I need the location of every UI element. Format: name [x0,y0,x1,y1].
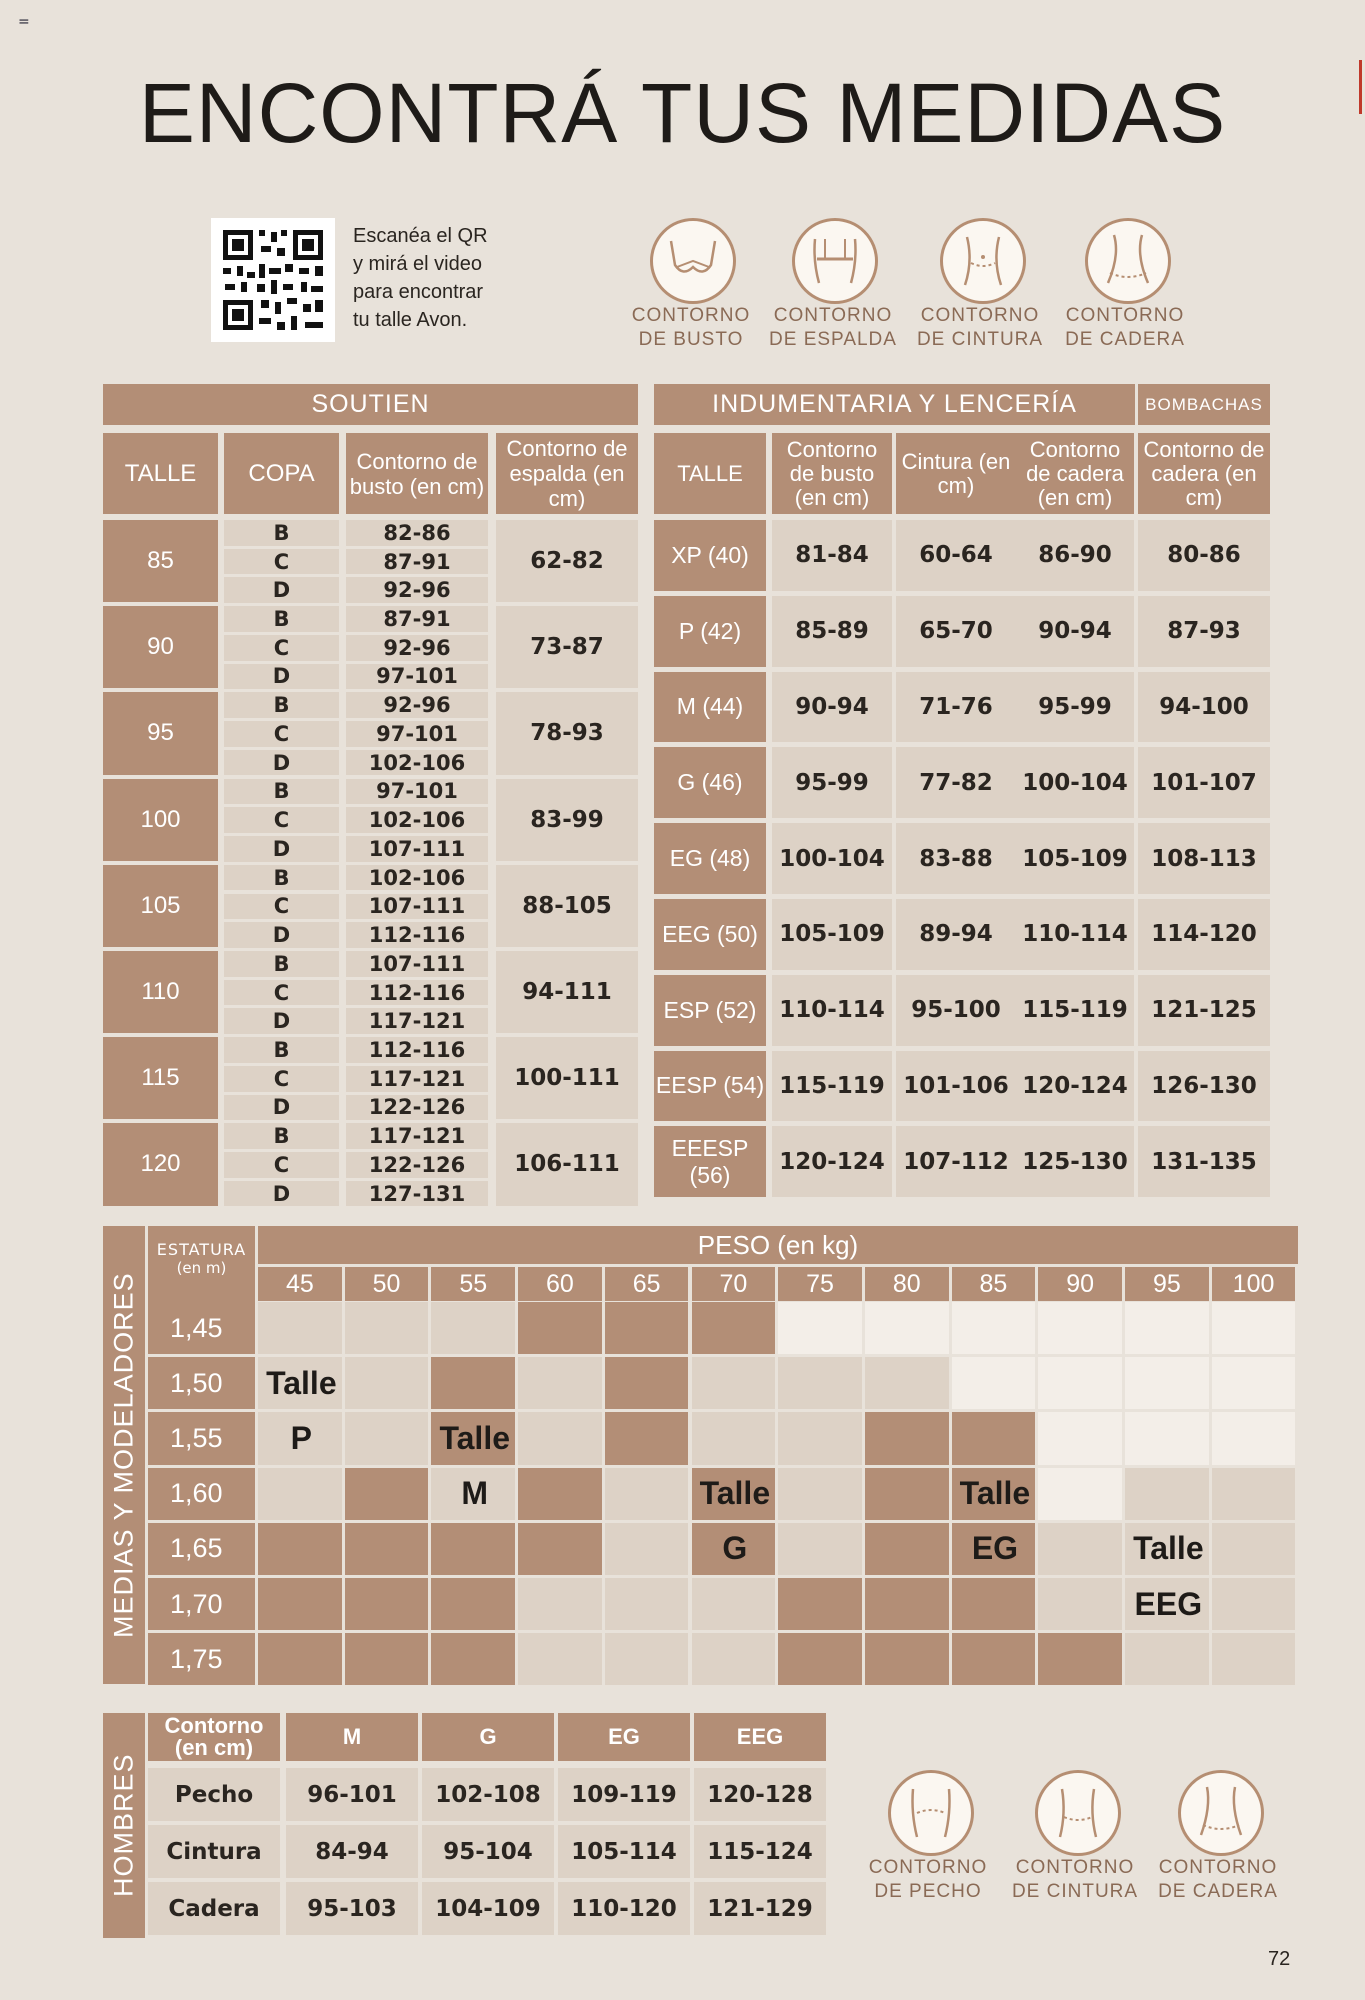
size-label: P [290,1419,313,1456]
soutien-title: SOUTIEN [103,384,638,425]
size-label: Talle [266,1364,337,1401]
soutien-copa: D [224,922,339,948]
soutien-busto: 102-106 [346,807,488,833]
weight-cell [865,1412,949,1464]
weight-label: 80 [865,1267,949,1301]
indumentaria-talle: XP (40) [654,520,766,591]
weight-cell [692,1357,776,1409]
weight-cell [605,1523,689,1575]
soutien-espalda: 73-87 [496,606,638,688]
soutien-copa: D [224,836,339,862]
height-label: 1,60 [148,1468,255,1520]
hombres-value: 95-104 [422,1825,554,1878]
weight-cell [778,1302,862,1354]
chest-icon-label: CONTORNO DE PECHO [868,1857,988,1902]
hombres-side-label: HOMBRES [103,1713,145,1938]
weight-cell [345,1412,429,1464]
soutien-espalda: 88-105 [496,865,638,947]
height-label: 1,65 [148,1523,255,1575]
hombres-value: 95-103 [286,1882,418,1935]
weight-label: 70 [692,1267,776,1301]
soutien-header-copa: COPA [224,433,339,514]
hombres-value: 109-119 [558,1768,690,1821]
indumentaria-value: 120-124 [1016,1051,1134,1122]
soutien-copa: D [224,1008,339,1034]
qr-line: tu talle Avon. [353,309,468,331]
indumentaria-value: 94-100 [1138,672,1270,743]
height-label: 1,70 [148,1578,255,1630]
size-label: Talle [1133,1530,1204,1567]
soutien-espalda: 106-111 [496,1123,638,1205]
soutien-copa: B [224,520,339,546]
soutien-busto: 102-106 [346,865,488,891]
estatura-label: ESTATURA [156,1240,247,1259]
soutien-busto: 107-111 [346,951,488,977]
weight-cell [1212,1302,1296,1354]
qr-line: para encontrar [353,281,484,303]
indumentaria-value: 86-90 [1016,520,1134,591]
soutien-busto: 92-96 [346,577,488,603]
soutien-copa: B [224,1123,339,1149]
soutien-busto: 112-116 [346,922,488,948]
weight-cell [692,1578,776,1630]
indumentaria-value: 101-106 [896,1051,1016,1122]
soutien-talle: 120 [103,1123,218,1205]
hombres-header: G [422,1713,554,1761]
weight-cell [605,1302,689,1354]
soutien-busto: 117-121 [346,1123,488,1149]
soutien-talle: 95 [103,692,218,774]
weight-cell [952,1578,1036,1630]
weight-cell [431,1578,515,1630]
indumentaria-value: 125-130 [1016,1126,1134,1197]
indumentaria-value: 107-112 [896,1126,1016,1197]
indumentaria-value: 108-113 [1138,823,1270,894]
soutien-busto: 117-121 [346,1066,488,1092]
weight-cell [345,1468,429,1520]
indumentaria-talle: EEG (50) [654,899,766,970]
soutien-copa: C [224,1152,339,1178]
hombres-value: 110-120 [558,1882,690,1935]
soutien-busto: 117-121 [346,1008,488,1034]
soutien-talle: 85 [103,520,218,602]
weight-cell [605,1468,689,1520]
back-icon [792,218,878,304]
soutien-espalda: 83-99 [496,779,638,861]
height-label: 1,75 [148,1633,255,1685]
hombres-value: 121-129 [694,1882,826,1935]
weight-cell [952,1633,1036,1685]
soutien-talle: 100 [103,779,218,861]
soutien-talle: 105 [103,865,218,947]
soutien-copa: B [224,951,339,977]
hombres-value: 105-114 [558,1825,690,1878]
weight-label: 100 [1212,1267,1296,1301]
soutien-talle: 110 [103,951,218,1033]
indumentaria-value: 115-119 [772,1051,892,1122]
weight-cell [345,1523,429,1575]
medias-side-label: MEDIAS Y MODELADORES [103,1226,145,1684]
soutien-copa: C [224,894,339,920]
indumentaria-value: 83-88 [896,823,1016,894]
hombres-measure: Cintura [148,1825,280,1878]
soutien-copa: D [224,577,339,603]
indumentaria-talle: EEESP (56) [654,1126,766,1197]
weight-cell [1038,1633,1122,1685]
indumentaria-talle: EG (48) [654,823,766,894]
weight-label: 95 [1125,1267,1209,1301]
qr-line: y mirá el video [353,253,482,275]
indumentaria-value: 105-109 [772,899,892,970]
indumentaria-talle: P (42) [654,596,766,667]
weight-cell [952,1357,1036,1409]
weight-cell [431,1357,515,1409]
weight-cell [518,1578,602,1630]
soutien-busto: 107-111 [346,836,488,862]
weight-cell [431,1633,515,1685]
weight-cell [778,1633,862,1685]
soutien-copa: C [224,807,339,833]
indumentaria-value: 60-64 [896,520,1016,591]
soutien-busto: 107-111 [346,894,488,920]
soutien-copa: C [224,721,339,747]
indumentaria-value: 131-135 [1138,1126,1270,1197]
hombres-measure: Pecho [148,1768,280,1821]
hip-icon [1085,218,1171,304]
hombres-value: 102-108 [422,1768,554,1821]
qr-instructions [353,222,523,334]
indumentaria-title: INDUMENTARIA Y LENCERÍA [654,384,1135,425]
soutien-copa: B [224,865,339,891]
weight-cell [518,1412,602,1464]
hombres-measure: Cadera [148,1882,280,1935]
soutien-busto: 97-101 [346,721,488,747]
hombres-header: Contorno (en cm) [148,1713,280,1761]
size-label: Talle [699,1475,771,1512]
weight-cell [1212,1523,1296,1575]
weight-cell [1038,1412,1122,1464]
soutien-espalda: 100-111 [496,1037,638,1119]
weight-cell [258,1302,342,1354]
weight-cell [1038,1302,1122,1354]
indumentaria-value: 105-109 [1016,823,1134,894]
estatura-header [148,1226,255,1302]
indumentaria-value: 126-130 [1138,1051,1270,1122]
hombres-value: 115-124 [694,1825,826,1878]
weight-cell [605,1578,689,1630]
weight-cell [258,1633,342,1685]
soutien-espalda: 78-93 [496,692,638,774]
men-waist-icon-label: CONTORNO DE CINTURA [1011,1857,1139,1902]
weight-cell [1038,1578,1122,1630]
indumentaria-value: 110-114 [1016,899,1134,970]
soutien-talle: 90 [103,606,218,688]
soutien-copa: D [224,1095,339,1121]
indumentaria-value: 90-94 [772,672,892,743]
soutien-copa: D [224,1181,339,1207]
hombres-header: M [286,1713,418,1761]
weight-cell [1038,1523,1122,1575]
soutien-busto: 82-86 [346,520,488,546]
qr-code[interactable] [211,218,335,342]
weight-cell [865,1523,949,1575]
qr-line: Escanéa el QR [353,225,488,247]
soutien-busto: 92-96 [346,635,488,661]
indumentaria-value: 87-93 [1138,596,1270,667]
weight-cell [692,1412,776,1464]
soutien-busto: 87-91 [346,549,488,575]
height-label: 1,45 [148,1302,255,1354]
indumentaria-talle: G (46) [654,747,766,818]
indumentaria-value: 95-100 [896,975,1016,1046]
soutien-talle: 115 [103,1037,218,1119]
weight-cell [1212,1468,1296,1520]
weight-cell [952,1412,1036,1464]
weight-cell [518,1468,602,1520]
weight-label: 50 [345,1267,429,1301]
indumentaria-value: 110-114 [772,975,892,1046]
indumentaria-value: 121-125 [1138,975,1270,1046]
soutien-copa: D [224,664,339,690]
indumentaria-value: 89-94 [896,899,1016,970]
weight-label: 55 [431,1267,515,1301]
peso-header: PESO (en kg) [258,1226,1298,1264]
weight-cell [1125,1468,1209,1520]
indumentaria-value: 100-104 [1016,747,1134,818]
weight-label: 65 [605,1267,689,1301]
soutien-copa: B [224,606,339,632]
size-label: EG [971,1530,1019,1567]
height-label: 1,50 [148,1357,255,1409]
soutien-copa: B [224,692,339,718]
indumentaria-header: Contorno de busto (en cm) [772,433,892,514]
weight-cell [518,1357,602,1409]
weight-cell [345,1302,429,1354]
weight-cell [345,1633,429,1685]
bombachas-title: BOMBACHAS [1138,384,1270,425]
size-label: M [461,1475,489,1512]
weight-cell [692,1633,776,1685]
indumentaria-value: 80-86 [1138,520,1270,591]
corner-marker: = [18,14,30,30]
waist-icon-label: CONTORNO DE CINTURA [916,305,1044,350]
hombres-value: 120-128 [694,1768,826,1821]
indumentaria-talle: ESP (52) [654,975,766,1046]
hip-icon-label: CONTORNO DE CADERA [1065,305,1185,350]
indumentaria-value: 85-89 [772,596,892,667]
size-label: EEG [1134,1585,1203,1622]
weight-cell [1212,1357,1296,1409]
weight-cell [1212,1633,1296,1685]
soutien-copa: C [224,635,339,661]
indumentaria-talle: EESP (54) [654,1051,766,1122]
soutien-busto: 87-91 [346,606,488,632]
back-icon-label: CONTORNO DE ESPALDA [769,305,897,350]
size-label: G [722,1530,748,1567]
weight-label: 45 [258,1267,342,1301]
bust-icon-label: CONTORNO DE BUSTO [631,305,751,350]
weight-cell [258,1578,342,1630]
weight-cell [865,1578,949,1630]
weight-cell [865,1302,949,1354]
weight-cell [258,1523,342,1575]
soutien-copa: C [224,549,339,575]
weight-cell [518,1302,602,1354]
weight-cell [1125,1302,1209,1354]
weight-cell [778,1578,862,1630]
weight-cell [778,1523,862,1575]
waist-icon [940,218,1026,304]
indumentaria-value: 101-107 [1138,747,1270,818]
weight-label: 75 [778,1267,862,1301]
weight-cell [692,1302,776,1354]
indumentaria-value: 81-84 [772,520,892,591]
weight-cell [345,1357,429,1409]
estatura-unit: (en m) [176,1259,227,1277]
weight-cell [518,1633,602,1685]
hombres-header: EEG [694,1713,826,1761]
size-label: Talle [959,1475,1031,1512]
men-hip-icon-label: CONTORNO DE CADERA [1158,1857,1278,1902]
soutien-copa: C [224,980,339,1006]
soutien-header-espalda: Contorno de espalda (en cm) [496,433,638,514]
indumentaria-value: 90-94 [1016,596,1134,667]
hombres-header: EG [558,1713,690,1761]
men-hip-icon [1178,1770,1264,1856]
weight-cell [1125,1412,1209,1464]
hombres-value: 96-101 [286,1768,418,1821]
soutien-copa: B [224,1037,339,1063]
indumentaria-header: Contorno de cadera (en cm) [1138,433,1270,514]
weight-label: 90 [1038,1267,1122,1301]
weight-cell [1125,1357,1209,1409]
soutien-espalda: 94-111 [496,951,638,1033]
soutien-busto: 127-131 [346,1181,488,1207]
weight-cell [518,1523,602,1575]
indumentaria-header: Cintura (en cm) [896,433,1016,514]
weight-cell [431,1523,515,1575]
page-number: 72 [1268,1948,1291,1970]
weight-cell [865,1468,949,1520]
soutien-busto: 97-101 [346,664,488,690]
weight-cell [778,1357,862,1409]
soutien-copa: B [224,779,339,805]
weight-cell [952,1302,1036,1354]
men-waist-icon [1035,1770,1121,1856]
hombres-value: 104-109 [422,1882,554,1935]
weight-cell [605,1412,689,1464]
height-label: 1,55 [148,1412,255,1464]
weight-cell [1212,1412,1296,1464]
weight-cell [778,1412,862,1464]
soutien-busto: 92-96 [346,692,488,718]
weight-cell [345,1578,429,1630]
indumentaria-value: 95-99 [772,747,892,818]
weight-cell [1125,1633,1209,1685]
weight-cell [258,1468,342,1520]
indumentaria-header: Contorno de cadera (en cm) [1016,433,1134,514]
weight-label: 60 [518,1267,602,1301]
weight-cell [865,1357,949,1409]
soutien-busto: 112-116 [346,980,488,1006]
indumentaria-talle: M (44) [654,672,766,743]
indumentaria-value: 114-120 [1138,899,1270,970]
size-label: Talle [439,1419,510,1456]
soutien-header-talle: TALLE [103,433,218,514]
soutien-espalda: 62-82 [496,520,638,602]
weight-cell [605,1357,689,1409]
soutien-busto: 122-126 [346,1152,488,1178]
soutien-busto: 102-106 [346,750,488,776]
indumentaria-header: TALLE [654,433,766,514]
indumentaria-value: 120-124 [772,1126,892,1197]
chest-icon [888,1770,974,1856]
soutien-copa: D [224,750,339,776]
weight-cell [1212,1578,1296,1630]
indumentaria-value: 65-70 [896,596,1016,667]
indumentaria-value: 77-82 [896,747,1016,818]
weight-label: 85 [952,1267,1036,1301]
weight-cell [778,1468,862,1520]
indumentaria-value: 71-76 [896,672,1016,743]
soutien-copa: C [224,1066,339,1092]
soutien-header-busto: Contorno de busto (en cm) [346,433,488,514]
page-title: ENCONTRÁ TUS MEDIDAS [138,66,1227,160]
bust-icon [650,218,736,304]
soutien-busto: 122-126 [346,1095,488,1121]
soutien-busto: 97-101 [346,779,488,805]
weight-cell [1038,1468,1122,1520]
indumentaria-value: 115-119 [1016,975,1134,1046]
indumentaria-value: 100-104 [772,823,892,894]
weight-cell [1038,1357,1122,1409]
hombres-value: 84-94 [286,1825,418,1878]
indumentaria-value: 95-99 [1016,672,1134,743]
soutien-busto: 112-116 [346,1037,488,1063]
weight-cell [431,1302,515,1354]
weight-cell [605,1633,689,1685]
weight-cell [865,1633,949,1685]
